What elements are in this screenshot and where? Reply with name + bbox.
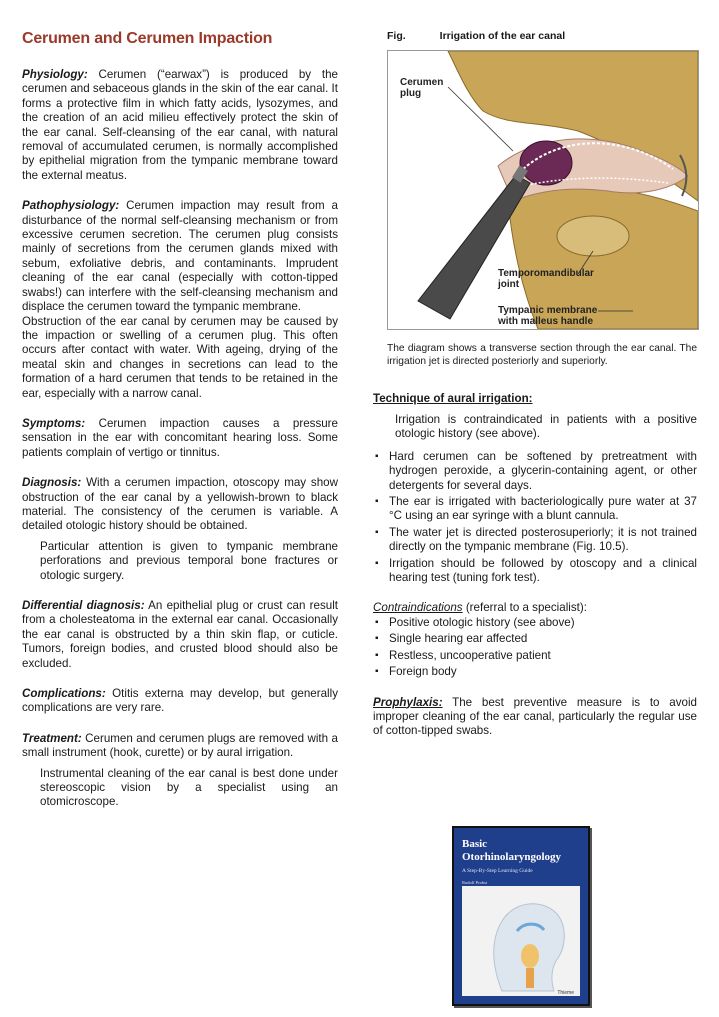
book-cover-art <box>462 886 580 996</box>
figure-title: Irrigation of the ear canal <box>439 30 566 42</box>
pathophysiology-text: Cerumen impaction may result from a disturbance of the normal self-cleansing mechanism or from excessive cerumen secretion. The cerumen plug consists mainly of secretions from the cerumen glands mixed with sebum, exfoliative debris, and contaminants. Imprudent cleaning of the ear canal (especially with cotton-tipped swabs!) can interfere with the self-cleansing mechanism and displace the cerumen toward the tympanic membrane. <box>22 199 338 314</box>
figure-number: Fig. <box>387 30 406 42</box>
technique-bullet: ▪ Hard cerumen can be softened by pretreatment with hydrogen peroxide, a glycerin-containing agent, or other detergents for several days. <box>373 450 697 493</box>
section-prophylaxis <box>373 696 697 739</box>
complications-label: Complications: <box>22 687 106 701</box>
complications-text: Otitis externa may develop, but generally complications are very rare. <box>22 687 338 715</box>
symptoms-label: Symptoms: <box>22 416 86 430</box>
symptoms-text: Cerumen impaction causes a pressure sensation in the ear with concomitant hearing loss. Some patients complain of vertigo or tinnitus. <box>22 416 338 459</box>
label-cerumen-plug: Cerumen plug <box>400 77 444 99</box>
book-subtitle: A Step-By-Step Learning Guide <box>462 868 533 874</box>
section-physiology <box>22 68 338 183</box>
differential-label: Differential diagnosis: <box>22 599 145 612</box>
section-symptoms <box>22 417 338 460</box>
label-joint: Temporomandibular joint <box>498 268 594 290</box>
diagnosis-text: With a cerumen impaction, otoscopy may show obstruction of the ear canal by a yellowish-brown to black material. The consistency of the cerumen is variable. A detailed otologic history should be obtained. <box>22 476 338 533</box>
right-column <box>373 30 697 755</box>
figure-heading <box>387 30 697 42</box>
diagnosis-label: Diagnosis: <box>22 476 82 490</box>
head-illustration <box>462 886 580 996</box>
treatment-note: Instrumental cleaning of the ear canal is best done under stereoscopic vision by a specialist using an otomicroscope. <box>40 766 338 809</box>
book-publisher: Thieme <box>557 990 574 996</box>
temporomandibular-joint <box>557 216 629 256</box>
section-diagnosis <box>22 476 338 583</box>
book-author: Rudolf Probst <box>462 880 488 885</box>
physiology-label: Physiology: <box>22 68 88 81</box>
section-pathophysiology <box>22 199 338 401</box>
page-title: Cerumen and Cerumen Impaction <box>22 30 273 47</box>
contraindication-item: ▪ Single hearing ear affected <box>373 632 697 646</box>
left-column <box>22 30 338 826</box>
treatment-text: Cerumen and cerumen plugs are removed with a small instrument (hook, curette) or by aural irrigation. <box>22 731 338 760</box>
pathophysiology-label: Pathophysiology: <box>22 199 120 213</box>
prophylaxis-label: Prophylaxis: <box>373 695 443 709</box>
book-title: Basic Otorhinolaryngology <box>462 838 562 863</box>
diagnosis-note: Particular attention is given to tympanic membrane perforations and previous temporal bone fractures or otologic surgery. <box>40 539 338 582</box>
physiology-text: Cerumen (“earwax”) is produced by the cerumen and sebaceous glands in the skin of the ear canal. It forms a protective film in which fatty acids, lysozymes, and the creation of an acid milieu effectively protect the skin of the ear canal. Self-cleansing of the ear canal, with natural removal of accumulated cerumen, is normally accomplished by epithelial migration from the tympanic membrane toward the external meatus. <box>22 68 338 182</box>
technique-note: Irrigation is contraindicated in patients with a positive otologic history (see above). <box>395 413 697 441</box>
technique-bullet: ▪ Irrigation should be followed by otoscopy and a clinical hearing test (tuning fork test). <box>373 557 697 586</box>
technique-list <box>373 450 697 586</box>
contraindication-item: ▪ Foreign body <box>373 665 697 679</box>
differential-text: An epithelial plug or crust can result from a cholesteatoma in the external ear canal. Occasionally the ear canal is obstructed by a thin skin flap, or cuticle. Tumors, foreign bodies, and crusted blood should also be excluded. <box>22 599 339 670</box>
contraindication-item: ▪ Restless, uncooperative patient <box>373 649 697 663</box>
contraindications-label: Contraindications <box>373 601 463 615</box>
technique-bullet: ▪ The water jet is directed posterosuperiorly; it is not trained directly on the tympanic membrane (Fig. 10.5). <box>373 526 697 555</box>
contraindications-list <box>373 616 697 680</box>
contraindication-item: ▪ Positive otologic history (see above) <box>373 616 697 630</box>
contraindications-suffix: (referral to a specialist): <box>462 601 587 615</box>
technique-heading: Technique of aural irrigation: <box>373 392 533 405</box>
contraindications-heading <box>373 601 697 615</box>
prophylaxis-text: The best preventive measure is to avoid improper cleaning of the ear canal, particularly the regular use of cotton-tipped swabs. <box>373 695 697 738</box>
ear-canal-illustration <box>387 50 699 330</box>
label-tympanic-membrane: Tympanic membrane with malleus handle <box>498 305 598 327</box>
technique-bullet: ▪ The ear is irrigated with bacteriologically pure water at 37 °C using an ear syringe with a blunt cannula. <box>373 495 697 524</box>
treatment-label: Treatment: <box>22 731 82 745</box>
book-cover <box>452 826 590 1006</box>
section-differential <box>22 599 338 671</box>
section-treatment <box>22 732 338 810</box>
section-complications <box>22 687 338 716</box>
pathophysiology-text-2: Obstruction of the ear canal by cerumen may be caused by the impaction or swelling of a cerumen plug. This often occurs after contact with water. With ageing, drying of the meatal skin and changes in secretions can lead to the formation of a hard cerumen that tends to be retained in the ear, especially with a narrow canal. <box>22 314 338 400</box>
figure-caption: The diagram shows a transverse section through the ear canal. The irrigation jet is directed posteriorly and superiorly. <box>387 343 697 367</box>
